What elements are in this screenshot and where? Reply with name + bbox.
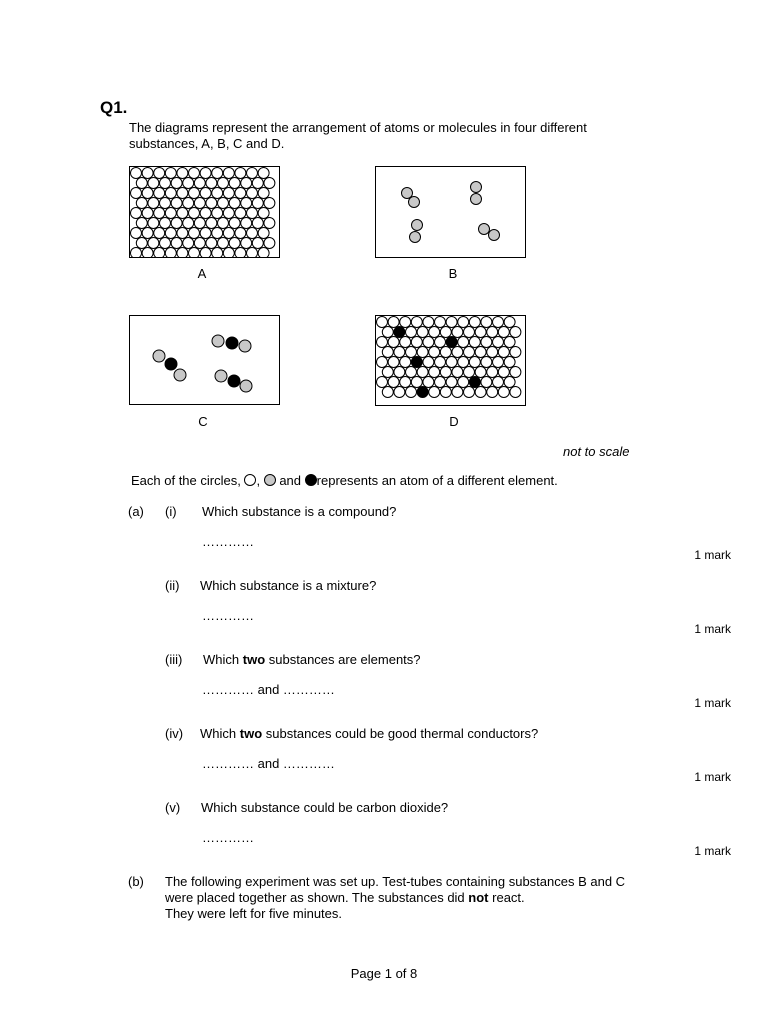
q-emphasis: two	[239, 726, 263, 741]
atom-white	[481, 317, 492, 328]
atom-white	[388, 337, 399, 348]
legend-and: and	[279, 473, 302, 488]
q-text: were placed together as shown. The substances did	[165, 890, 465, 905]
atom-white	[189, 168, 200, 179]
atom-white	[212, 188, 223, 199]
atom-grey	[402, 188, 413, 199]
atom-white	[183, 238, 194, 249]
part-a-iii-question	[203, 652, 421, 667]
q-text: substances are elements?	[268, 652, 421, 667]
intro-line-1: The diagrams represent the arrangement of atoms or molecules in four different	[129, 120, 587, 135]
atom-white	[394, 387, 405, 398]
atom-grey	[212, 335, 224, 347]
atom-white	[131, 228, 142, 239]
atom-white	[452, 327, 463, 338]
atom-grey	[240, 380, 252, 392]
atom-white	[452, 367, 463, 378]
atom-white	[212, 208, 223, 219]
atom-white	[464, 347, 475, 358]
atom-grey	[215, 370, 227, 382]
atom-white	[148, 198, 159, 209]
grey-atom-icon	[264, 474, 276, 486]
atom-white	[406, 347, 417, 358]
atom-white	[377, 357, 388, 368]
part-a-i-number: (i)	[165, 504, 177, 519]
atom-white	[165, 228, 176, 239]
atom-white	[229, 198, 240, 209]
atom-white	[417, 367, 428, 378]
q-emphasis: two	[242, 652, 266, 667]
atom-white	[394, 347, 405, 358]
atom-white	[194, 198, 205, 209]
diagram-c	[129, 315, 280, 405]
atom-white	[235, 188, 246, 199]
atom-white	[241, 238, 252, 249]
atom-white	[218, 218, 229, 229]
atom-white	[498, 327, 509, 338]
atom-white	[136, 198, 147, 209]
atom-white	[171, 198, 182, 209]
atom-white	[200, 248, 211, 259]
atom-white	[423, 377, 434, 388]
atom-white	[458, 377, 469, 388]
q-emphasis: not	[468, 890, 489, 905]
atom-white	[264, 218, 275, 229]
atom-white	[423, 337, 434, 348]
atom-white	[229, 178, 240, 189]
atom-white	[435, 317, 446, 328]
atom-white	[200, 228, 211, 239]
atom-white	[229, 238, 240, 249]
atom-white	[194, 238, 205, 249]
part-a-i-mark: 1 mark	[694, 548, 731, 562]
atom-white	[464, 327, 475, 338]
part-a-v-number: (v)	[165, 800, 181, 815]
part-a-i-question: Which substance is a compound?	[202, 504, 397, 519]
diagram-d-label: D	[449, 414, 459, 429]
part-a-v-answer-line[interactable]: …………	[202, 830, 254, 845]
atom-white	[235, 248, 246, 259]
part-a-v-mark: 1 mark	[694, 844, 731, 858]
diagram-b-label: B	[448, 266, 458, 281]
atom-white	[504, 337, 515, 348]
atom-white	[446, 317, 457, 328]
atom-white	[177, 188, 188, 199]
atom-white	[264, 178, 275, 189]
part-a-ii-number: (ii)	[165, 578, 180, 593]
atom-black	[226, 337, 238, 349]
atom-white	[223, 168, 234, 179]
atom-white	[206, 198, 217, 209]
atom-white	[411, 337, 422, 348]
atom-white	[206, 218, 217, 229]
atom-white	[218, 178, 229, 189]
atom-white	[481, 337, 492, 348]
part-b-line-1: The following experiment was set up. Test-tubes containing substances B and C	[165, 874, 626, 889]
page-footer: Page 1 of 8	[350, 966, 418, 981]
atom-white	[154, 208, 165, 219]
atom-white	[417, 327, 428, 338]
part-a-iv-number: (iv)	[165, 726, 184, 741]
atom-white	[177, 168, 188, 179]
atom-white	[212, 228, 223, 239]
atom-white	[458, 337, 469, 348]
atom-white	[452, 387, 463, 398]
atom-white	[388, 317, 399, 328]
atom-white	[154, 168, 165, 179]
atom-white	[446, 377, 457, 388]
atom-white	[148, 218, 159, 229]
atom-white	[400, 357, 411, 368]
atom-white	[136, 218, 147, 229]
part-a-iii-mark: 1 mark	[694, 696, 731, 710]
part-a-ii-mark: 1 mark	[694, 622, 731, 636]
atom-white	[212, 248, 223, 259]
atom-legend	[131, 473, 558, 488]
atom-white	[400, 337, 411, 348]
atom-white	[223, 188, 234, 199]
atom-white	[258, 248, 269, 259]
atom-white	[148, 178, 159, 189]
atom-white	[504, 357, 515, 368]
atom-white	[458, 317, 469, 328]
atom-white	[475, 327, 486, 338]
atom-white	[377, 337, 388, 348]
atom-white	[510, 347, 521, 358]
atom-white	[423, 357, 434, 368]
atom-white	[247, 208, 258, 219]
part-a-iv-mark: 1 mark	[694, 770, 731, 784]
atom-white	[183, 178, 194, 189]
atom-white	[252, 238, 263, 249]
atom-white	[464, 367, 475, 378]
part-a-iii-answer-line[interactable]: ………… and …………	[202, 682, 335, 697]
atom-white	[177, 208, 188, 219]
atom-white	[258, 208, 269, 219]
atom-white	[206, 238, 217, 249]
atom-white	[183, 198, 194, 209]
atom-white	[223, 208, 234, 219]
atom-white	[241, 218, 252, 229]
atom-grey	[479, 224, 490, 235]
atom-white	[452, 347, 463, 358]
atom-white	[382, 387, 393, 398]
atom-white	[498, 347, 509, 358]
atom-white	[247, 248, 258, 259]
atom-white	[406, 367, 417, 378]
atom-grey	[489, 230, 500, 241]
part-a-iv-question	[200, 726, 538, 741]
atom-white	[504, 377, 515, 388]
atom-white	[189, 248, 200, 259]
atom-white	[165, 188, 176, 199]
atom-white	[189, 208, 200, 219]
atom-white	[440, 387, 451, 398]
atom-white	[423, 317, 434, 328]
atom-white	[487, 347, 498, 358]
diagram-a	[129, 166, 280, 258]
diagram-a-label: A	[197, 266, 207, 281]
atom-white	[510, 387, 521, 398]
atom-white	[388, 377, 399, 388]
diagram-c-label: C	[198, 414, 208, 429]
atom-white	[493, 377, 504, 388]
atom-white	[200, 208, 211, 219]
atom-white	[218, 198, 229, 209]
atom-white	[154, 228, 165, 239]
atom-white	[200, 188, 211, 199]
atom-grey	[174, 369, 186, 381]
atom-white	[498, 387, 509, 398]
atom-white	[131, 188, 142, 199]
atom-white	[194, 218, 205, 229]
atom-white	[469, 337, 480, 348]
atom-white	[177, 228, 188, 239]
atom-white	[487, 367, 498, 378]
atom-white	[493, 337, 504, 348]
atom-white	[136, 178, 147, 189]
legend-prefix: Each of the circles,	[131, 473, 241, 488]
atom-grey	[153, 350, 165, 362]
atom-white	[200, 168, 211, 179]
atom-white	[131, 168, 142, 179]
atom-white	[131, 248, 142, 259]
atom-white	[241, 178, 252, 189]
part-a-ii-question: Which substance is a mixture?	[200, 578, 377, 593]
atom-white	[165, 248, 176, 259]
atom-white	[154, 188, 165, 199]
atom-grey	[412, 220, 423, 231]
atom-white	[165, 168, 176, 179]
part-a-v-question: Which substance could be carbon dioxide?	[201, 800, 449, 815]
question-intro	[129, 120, 649, 152]
atom-white	[177, 248, 188, 259]
atom-white	[206, 178, 217, 189]
atom-white	[435, 377, 446, 388]
q-text: Which	[200, 726, 237, 741]
white-atom-icon	[244, 474, 256, 486]
atom-white	[247, 228, 258, 239]
atom-white	[223, 228, 234, 239]
atom-white	[411, 317, 422, 328]
atom-white	[189, 228, 200, 239]
legend-suffix: represents an atom of a different element.	[316, 473, 558, 488]
black-atom-icon	[305, 474, 317, 486]
atom-black	[417, 387, 428, 398]
atom-white	[235, 168, 246, 179]
atom-white	[469, 357, 480, 368]
atom-white	[475, 347, 486, 358]
atom-white	[160, 178, 171, 189]
atom-white	[218, 238, 229, 249]
legend-comma: ,	[256, 473, 261, 488]
atom-white	[212, 168, 223, 179]
atom-white	[440, 347, 451, 358]
atom-white	[377, 317, 388, 328]
atom-grey	[471, 194, 482, 205]
atom-white	[429, 347, 440, 358]
atom-white	[411, 377, 422, 388]
q-text: substances could be good thermal conductors?	[265, 726, 539, 741]
atom-white	[264, 198, 275, 209]
atom-black	[469, 377, 480, 388]
atom-white	[241, 198, 252, 209]
atom-white	[258, 228, 269, 239]
atom-white	[493, 317, 504, 328]
atom-white	[382, 367, 393, 378]
atom-white	[388, 357, 399, 368]
atom-white	[171, 218, 182, 229]
atom-white	[394, 367, 405, 378]
atom-white	[469, 317, 480, 328]
atom-white	[247, 188, 258, 199]
part-a-iv-answer-line[interactable]: ………… and …………	[202, 756, 335, 771]
atom-white	[235, 208, 246, 219]
atom-white	[223, 248, 234, 259]
atom-white	[154, 248, 165, 259]
atom-white	[400, 317, 411, 328]
atom-white	[171, 238, 182, 249]
atom-white	[458, 357, 469, 368]
atom-white	[446, 357, 457, 368]
atom-white	[487, 327, 498, 338]
atom-white	[435, 337, 446, 348]
atom-white	[481, 377, 492, 388]
atom-white	[148, 238, 159, 249]
part-a-i-answer-line[interactable]: …………	[202, 534, 254, 549]
atom-white	[382, 327, 393, 338]
atom-white	[435, 357, 446, 368]
atom-white	[160, 238, 171, 249]
atom-grey	[409, 197, 420, 208]
diagram-d	[375, 315, 526, 406]
atom-white	[406, 387, 417, 398]
atom-white	[400, 377, 411, 388]
atom-white	[229, 218, 240, 229]
part-a-iii-number: (iii)	[165, 652, 183, 667]
atom-white	[440, 367, 451, 378]
atom-grey	[239, 340, 251, 352]
atom-grey	[410, 232, 421, 243]
part-a-ii-answer-line[interactable]: …………	[202, 608, 254, 623]
q-text: Which	[203, 652, 240, 667]
atom-white	[406, 327, 417, 338]
atom-white	[440, 327, 451, 338]
atom-white	[252, 198, 263, 209]
atom-white	[247, 168, 258, 179]
atom-white	[429, 387, 440, 398]
atom-black	[411, 357, 422, 368]
atom-white	[142, 248, 153, 259]
atom-white	[235, 228, 246, 239]
not-to-scale-note: not to scale	[563, 444, 630, 459]
atom-white	[142, 228, 153, 239]
atom-white	[258, 188, 269, 199]
atom-grey	[471, 182, 482, 193]
atom-white	[264, 238, 275, 249]
intro-line-2: substances, A, B, C and D.	[129, 136, 285, 151]
atom-white	[504, 317, 515, 328]
atom-white	[510, 327, 521, 338]
atom-black	[394, 327, 405, 338]
atom-white	[160, 218, 171, 229]
atom-white	[183, 218, 194, 229]
atom-black	[228, 375, 240, 387]
atom-black	[446, 337, 457, 348]
q-text: react.	[492, 890, 525, 905]
atom-white	[475, 367, 486, 378]
atom-white	[165, 208, 176, 219]
part-b-line-3: They were left for five minutes.	[165, 906, 343, 921]
atom-white	[429, 327, 440, 338]
atom-white	[194, 178, 205, 189]
atom-white	[429, 367, 440, 378]
atom-white	[510, 367, 521, 378]
atom-white	[493, 357, 504, 368]
atom-white	[475, 387, 486, 398]
atom-white	[142, 208, 153, 219]
atom-white	[160, 198, 171, 209]
part-b-line-2	[165, 890, 705, 906]
part-b-text	[165, 874, 705, 922]
atom-white	[498, 367, 509, 378]
atom-white	[136, 238, 147, 249]
atom-white	[417, 347, 428, 358]
atom-white	[142, 188, 153, 199]
diagram-b	[375, 166, 526, 258]
part-a-label: (a)	[128, 504, 144, 519]
atom-white	[481, 357, 492, 368]
atom-white	[377, 377, 388, 388]
atom-white	[252, 178, 263, 189]
atom-white	[142, 168, 153, 179]
question-number: Q1.	[100, 98, 128, 117]
atom-white	[487, 387, 498, 398]
atom-white	[131, 208, 142, 219]
part-b-label: (b)	[128, 874, 144, 889]
atom-white	[252, 218, 263, 229]
atom-white	[382, 347, 393, 358]
atom-white	[189, 188, 200, 199]
atom-white	[464, 387, 475, 398]
atom-white	[258, 168, 269, 179]
atom-white	[171, 178, 182, 189]
atom-black	[165, 358, 177, 370]
